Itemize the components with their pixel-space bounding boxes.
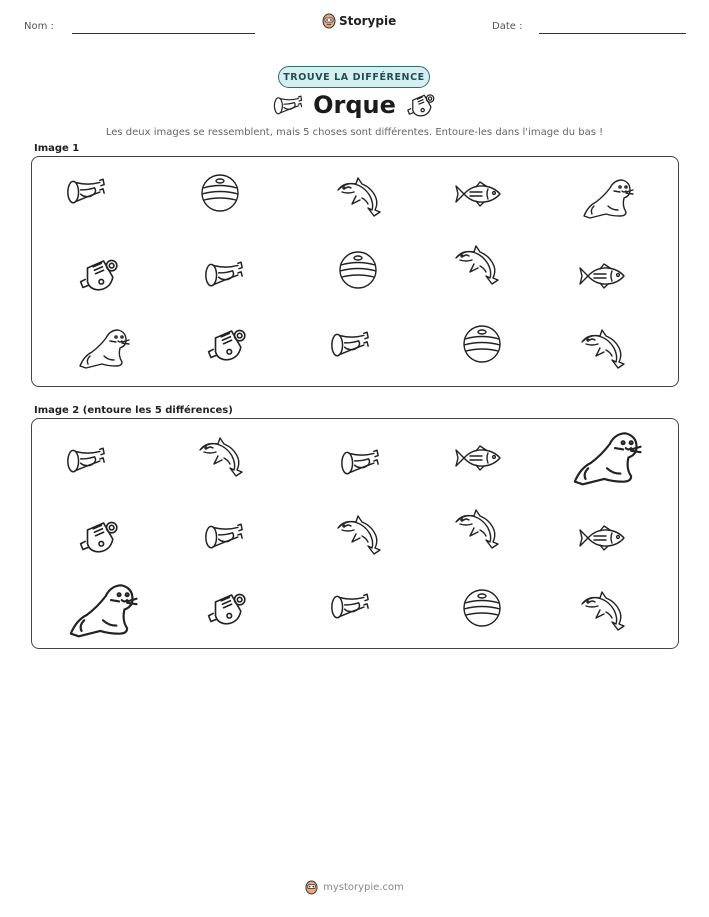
buoy-icon[interactable] bbox=[200, 173, 240, 213]
orca-icon[interactable] bbox=[578, 590, 632, 634]
badge: TROUVE LA DIFFÉRENCE bbox=[278, 66, 430, 88]
seal-icon[interactable] bbox=[68, 580, 138, 639]
seal-icon[interactable] bbox=[582, 176, 634, 220]
orca-icon[interactable] bbox=[196, 436, 250, 480]
whistle-icon bbox=[404, 92, 438, 120]
trumpet-icon[interactable] bbox=[338, 446, 382, 478]
orca-icon[interactable] bbox=[578, 328, 632, 372]
whistle-icon[interactable] bbox=[76, 256, 122, 296]
trumpet-icon[interactable] bbox=[328, 328, 372, 360]
buoy-icon[interactable] bbox=[462, 588, 502, 628]
trumpet-icon[interactable] bbox=[64, 444, 108, 476]
storypie-logo-icon bbox=[322, 13, 336, 29]
footer-site[interactable]: mystorypie.com bbox=[323, 882, 404, 893]
instruction-text: Les deux images se ressemblent, mais 5 choses sont différentes. Entoure-les dans l'image du bas ! bbox=[105, 127, 604, 138]
trumpet-icon[interactable] bbox=[328, 590, 372, 622]
fish-icon[interactable] bbox=[454, 180, 504, 208]
trumpet-icon[interactable] bbox=[202, 520, 246, 552]
fish-icon[interactable] bbox=[578, 262, 628, 290]
whistle-icon[interactable] bbox=[76, 518, 122, 558]
seal-icon[interactable] bbox=[78, 326, 130, 370]
orca-icon[interactable] bbox=[334, 176, 388, 220]
footer bbox=[0, 880, 709, 895]
seal-icon[interactable] bbox=[572, 428, 642, 487]
trumpet-icon[interactable] bbox=[64, 175, 108, 207]
brand-name: Storypie bbox=[339, 14, 397, 28]
whistle-icon[interactable] bbox=[204, 326, 250, 366]
image1-label: Image 1 bbox=[34, 143, 80, 154]
orca-icon[interactable] bbox=[452, 508, 506, 552]
brand bbox=[322, 13, 396, 29]
name-label: Nom : bbox=[24, 21, 54, 32]
image2-label: Image 2 (entoure les 5 différences) bbox=[34, 405, 233, 416]
name-line[interactable] bbox=[72, 33, 255, 34]
date-label: Date : bbox=[492, 21, 523, 32]
trumpet-icon[interactable] bbox=[202, 258, 246, 290]
orca-icon[interactable] bbox=[452, 244, 506, 288]
whistle-icon[interactable] bbox=[204, 590, 250, 630]
date-line[interactable] bbox=[539, 33, 686, 34]
storypie-logo-icon bbox=[305, 880, 318, 895]
orca-icon[interactable] bbox=[334, 514, 388, 558]
fish-icon[interactable] bbox=[454, 444, 504, 472]
buoy-icon[interactable] bbox=[338, 250, 378, 290]
page-title: Orque bbox=[313, 91, 396, 119]
fish-icon[interactable] bbox=[578, 524, 628, 552]
buoy-icon[interactable] bbox=[462, 324, 502, 364]
